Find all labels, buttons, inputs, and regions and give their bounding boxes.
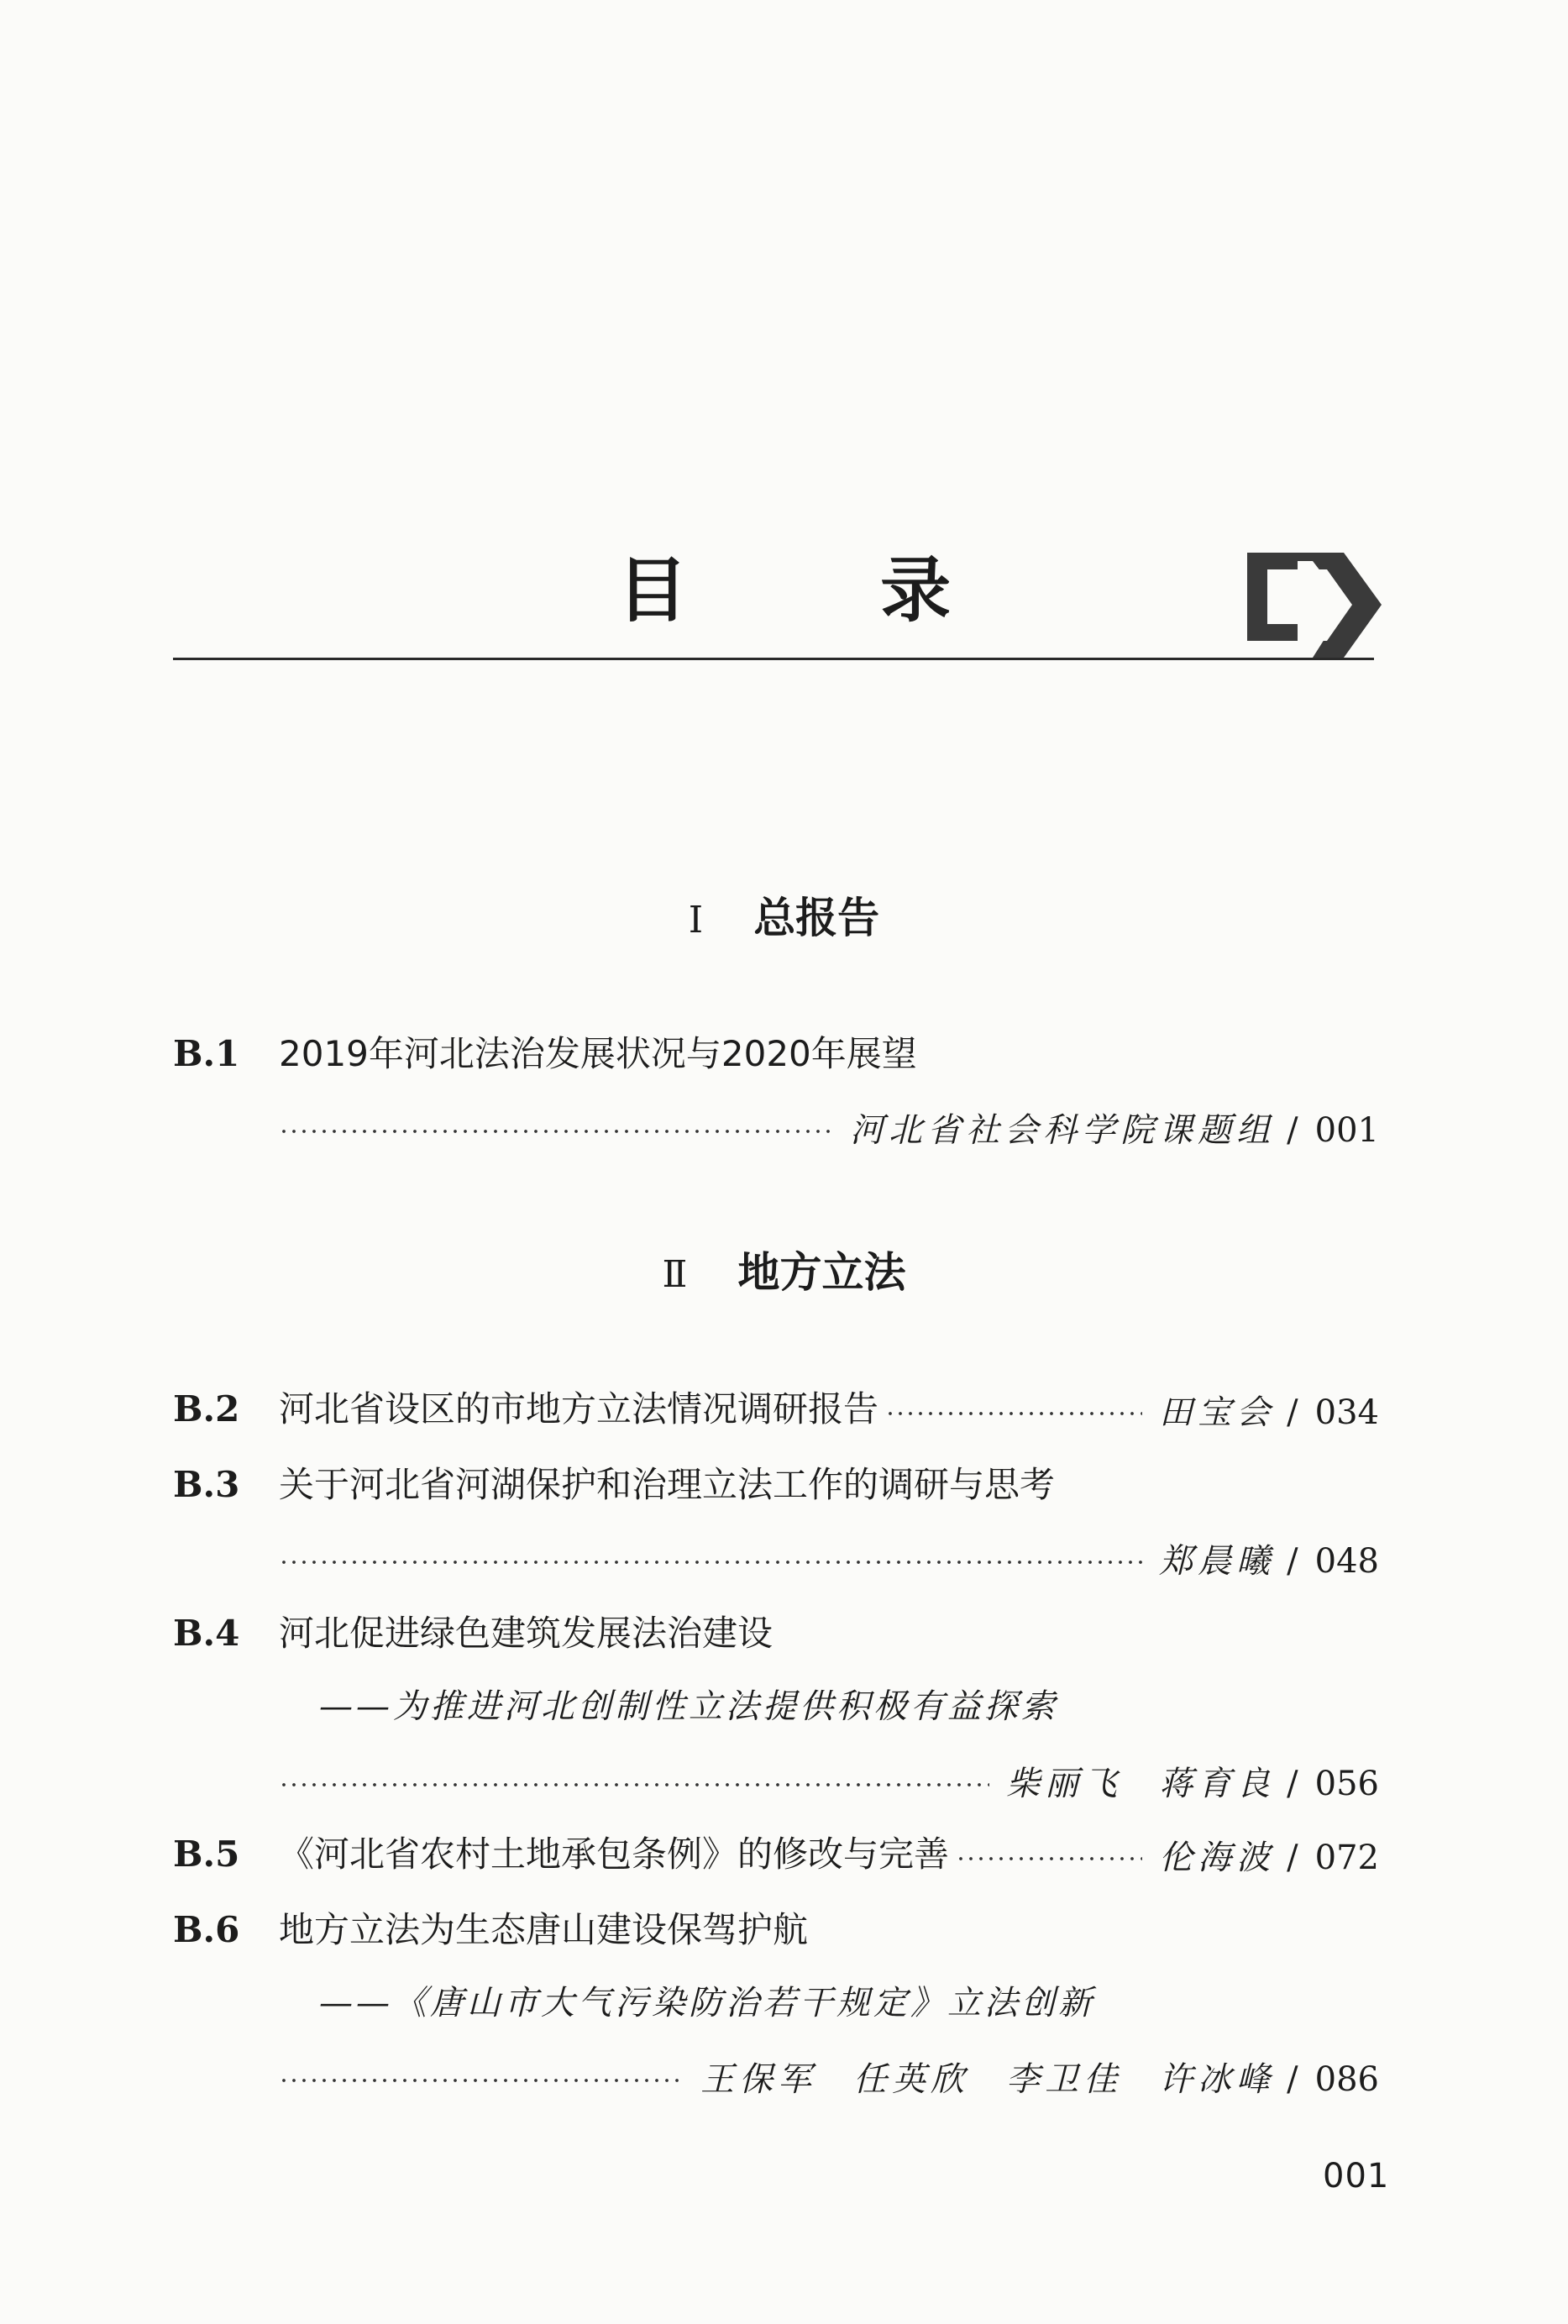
entry-authors: 河北省社会科学院课题组 / 001	[850, 1110, 1379, 1150]
entry-title[interactable]: 河北省设区的市地方立法情况调研报告	[279, 1388, 879, 1430]
leader-dots	[279, 2079, 684, 2082]
entry-title[interactable]: 2019年河北法治发展状况与2020年展望	[279, 1033, 917, 1074]
leader-dots	[956, 1857, 1142, 1860]
entry-number: B.5	[173, 1833, 240, 1875]
entry-authors: 王保军 任英欣 李卫佳 许冰峰 / 086	[700, 2059, 1379, 2099]
author: 郑晨曦	[1159, 1541, 1276, 1581]
page-title: 目 录	[616, 549, 1036, 632]
section-label: 地方立法	[737, 1248, 906, 1297]
entry-number: B.1	[173, 1033, 240, 1074]
leader-row	[279, 1755, 1379, 1806]
entry-title[interactable]: 关于河北省河湖保护和治理立法工作的调研与思考	[279, 1464, 1056, 1505]
page-ref: 034	[1314, 1393, 1379, 1432]
author: 蒋育良	[1159, 1764, 1276, 1803]
page-ref: 086	[1314, 2059, 1379, 2099]
leader-dots	[279, 1783, 989, 1786]
section-number: Ⅱ	[662, 1253, 688, 1296]
entry-authors: 田宝会 / 034	[1159, 1393, 1379, 1432]
section-heading-1	[0, 889, 1568, 950]
leader-row	[279, 2051, 1379, 2101]
author: 许冰峰	[1159, 2059, 1276, 2099]
entry-authors: 伦海波 / 072	[1159, 1838, 1379, 1877]
entry-number: B.3	[173, 1464, 240, 1505]
page-ref: 072	[1314, 1838, 1379, 1877]
entry-authors: 柴丽飞 蒋育良 / 056	[1006, 1764, 1379, 1803]
author: 河北省社会科学院课题组	[850, 1110, 1276, 1150]
author: 田宝会	[1159, 1393, 1276, 1432]
section-heading-2	[0, 1243, 1568, 1304]
author: 伦海波	[1159, 1838, 1276, 1877]
entry-number: B.2	[173, 1388, 240, 1430]
entry-number: B.4	[173, 1613, 240, 1654]
title-underline	[173, 658, 1374, 660]
page-number: 001	[1323, 2157, 1390, 2195]
leader-row	[279, 1102, 1379, 1152]
section-number: Ⅰ	[688, 899, 704, 942]
author: 王保军	[700, 2059, 817, 2099]
section-label: 总报告	[753, 894, 880, 942]
entry-subtitle: ——为推进河北创制性立法提供积极有益探索	[319, 1687, 1058, 1726]
publisher-logo-icon	[1247, 553, 1382, 658]
entry-subtitle: ——《唐山市大气污染防治若干规定》立法创新	[319, 1984, 1095, 2022]
entry-title[interactable]: 地方立法为生态唐山建设保驾护航	[279, 1909, 809, 1950]
leader-row	[279, 1829, 1379, 1880]
entry-title[interactable]: 《河北省农村土地承包条例》的修改与完善	[279, 1833, 950, 1875]
entry-number: B.6	[173, 1909, 240, 1950]
author: 任英欣	[853, 2059, 970, 2099]
author: 李卫佳	[1006, 2059, 1123, 2099]
leader-dots	[279, 1130, 833, 1133]
author: 柴丽飞	[1006, 1764, 1123, 1803]
leader-dots	[279, 1561, 1142, 1564]
leader-dots	[885, 1412, 1142, 1415]
leader-row	[279, 1533, 1379, 1583]
page-ref: 001	[1314, 1110, 1379, 1150]
page-ref: 048	[1314, 1541, 1379, 1581]
page-ref: 056	[1314, 1764, 1379, 1803]
entry-title[interactable]: 河北促进绿色建筑发展法治建设	[279, 1613, 774, 1654]
leader-row	[279, 1384, 1379, 1435]
entry-authors: 郑晨曦 / 048	[1159, 1541, 1379, 1581]
